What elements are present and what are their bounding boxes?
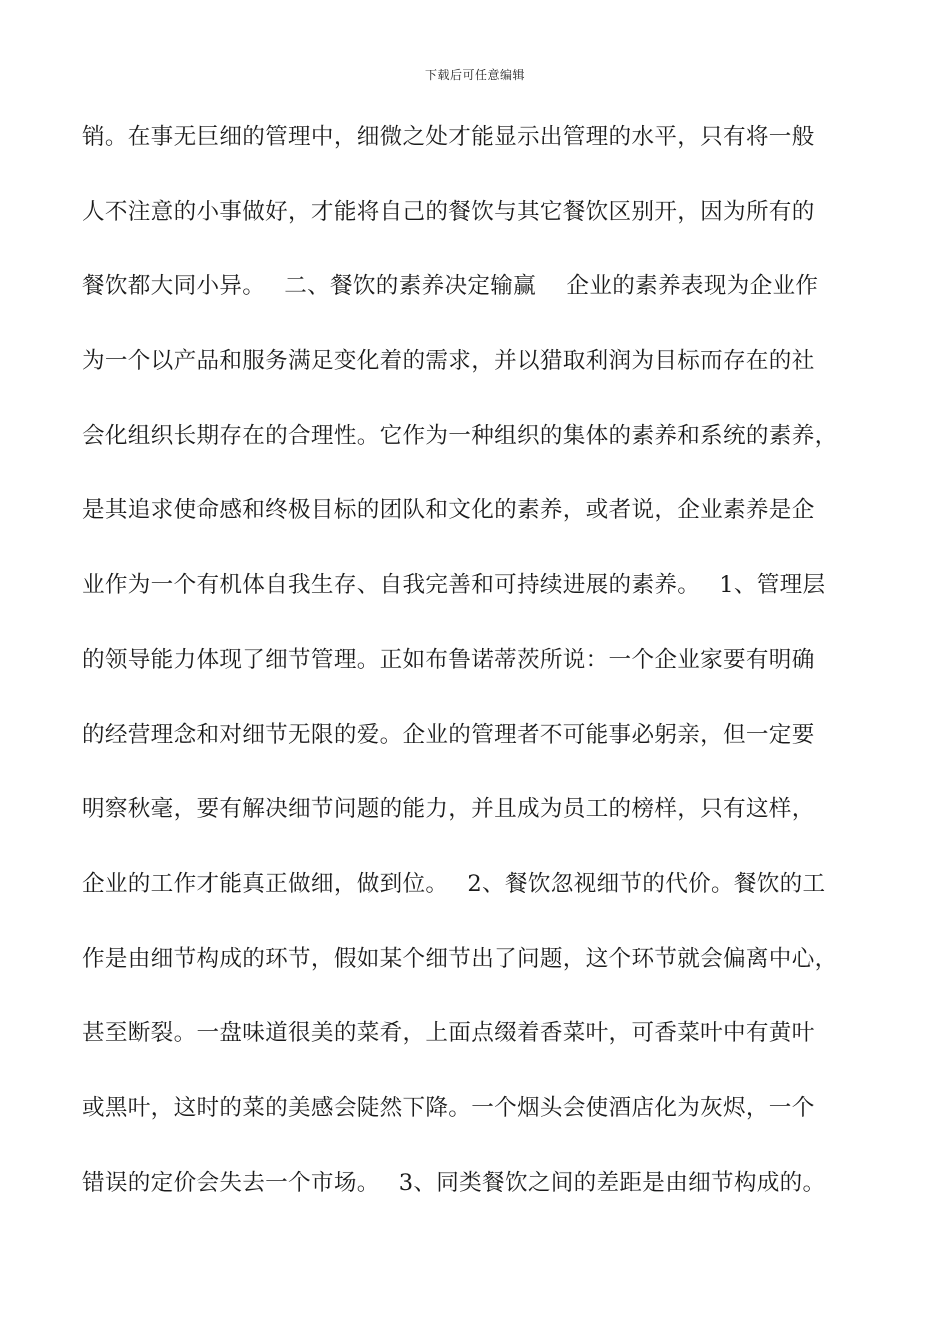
text-line: 的经营理念和对细节无限的爱。企业的管理者不可能事必躬亲，但一定要 — [82, 721, 815, 748]
header-note: 下载后可任意编辑 — [424, 68, 525, 82]
text-line: 或黑叶，这时的菜的美感会陡然下降。一个烟头会使酒店化为灰烬，一个 — [82, 1094, 815, 1121]
text-line: 为一个以产品和服务满足变化着的需求，并以猎取利润为目标而存在的社 — [82, 348, 815, 375]
text-line: 是其追求使命感和终极目标的团队和文化的素养，或者说，企业素养是企 — [82, 497, 815, 524]
text-line: 作是由细节构成的环节，假如某个细节出了问题，这个环节就会偏离中心， — [82, 945, 838, 972]
text-line: 人不注意的小事做好，才能将自己的餐饮与其它餐饮区别开，因为所有的 — [82, 198, 815, 225]
text-line: 销。在事无巨细的管理中，细微之处才能显示出管理的水平，只有将一般 — [82, 124, 815, 150]
text-line: 企业的工作才能真正做细，做到位。 2、餐饮忽视细节的代价。餐饮的工 — [82, 870, 826, 897]
text-line: 会化组织长期存在的合理性。它作为一种组织的集体的素养和系统的素养， — [82, 422, 838, 449]
text-line: 的领导能力体现了细节管理。正如布鲁诺蒂茨所说：一个企业家要有明确 — [82, 646, 815, 673]
text-line: 错误的定价会失去一个市场。 3、同类餐饮之间的差距是由细节构成的。 — [82, 1169, 826, 1196]
text-line: 餐饮都大同小异。 二、餐饮的素养决定输赢 企业的素养表现为企业作 — [82, 273, 819, 300]
text-line: 业作为一个有机体自我生存、自我完善和可持续进展的素养。 1、管理层 — [82, 572, 826, 599]
document-body — [82, 112, 872, 1232]
text-line: 甚至断裂。一盘味道很美的菜肴，上面点缀着香菜叶，可香菜叶中有黄叶 — [82, 1020, 815, 1047]
text-line: 明察秋毫，要有解决细节问题的能力，并且成为员工的榜样，只有这样， — [82, 796, 815, 823]
